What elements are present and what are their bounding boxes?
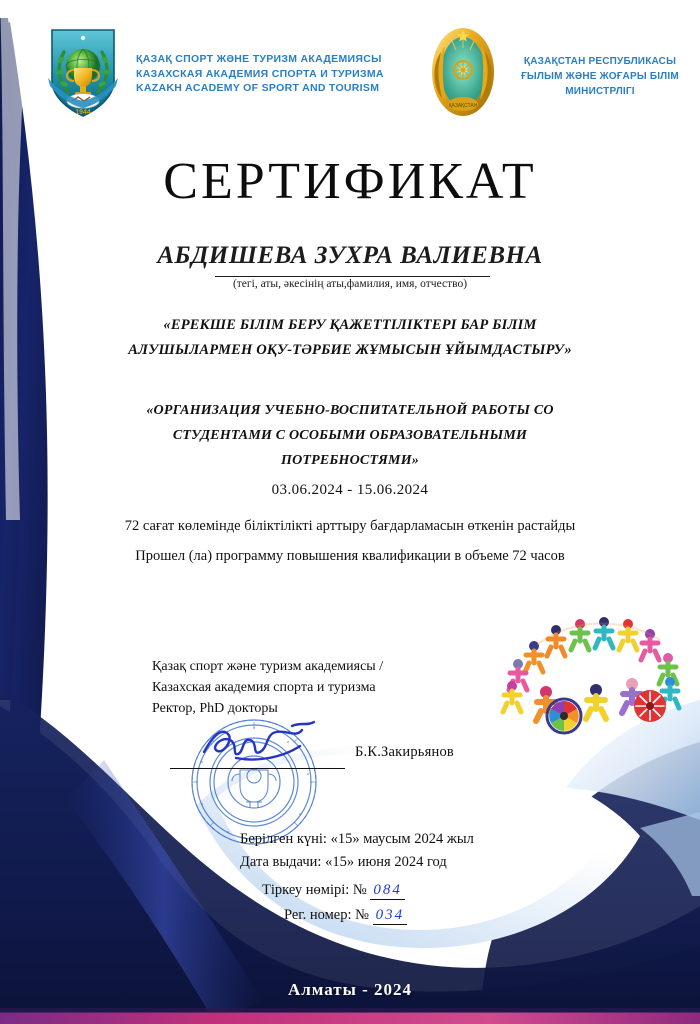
footer-city-year: Алматы - 2024 (287, 980, 413, 999)
program-title-ru (60, 398, 640, 473)
registration-row-kz (240, 878, 620, 903)
recipient-underline (215, 276, 490, 277)
rector-name: Б.К.Закирьянов (355, 744, 454, 760)
academy-name-kz: ҚАЗАҚ СПОРТ ЖӘНЕ ТУРИЗМ АКАДЕМИЯСЫ (136, 53, 382, 65)
registration-row-ru (240, 903, 620, 928)
organization-name-ru: Казахская академия спорта и туризма (152, 680, 376, 695)
registration-value-ru: 034 (373, 907, 408, 925)
ministry-name-line1: ҚАЗАҚСТАН РЕСПУБЛИКАСЫ (523, 56, 677, 67)
registration-number-block (240, 878, 620, 928)
svg-text:1944: 1944 (75, 109, 91, 116)
issue-date-value-kz: «15» маусым 2024 жыл (330, 831, 474, 847)
inclusive-education-illustration (492, 612, 688, 752)
issue-date-row-ru (240, 851, 620, 874)
completion-statement-ru: Прошел (ла) программу повышения квалификации в объеме 72 часов (135, 548, 565, 564)
issue-date-row-kz (240, 828, 620, 851)
program-title-ru-line2: СТУДЕНТАМИ С ОСОБЫМИ ОБРАЗОВАТЕЛЬНЫМИ (172, 428, 528, 443)
organization-name-kz: Қазақ спорт және туризм академиясы / (152, 659, 384, 674)
svg-text:ҚАЗАҚСТАН: ҚАЗАҚСТАН (448, 103, 478, 109)
academy-name-en: KAZAKH ACADEMY OF SPORT AND TOURISM (136, 82, 380, 94)
training-date-range: 03.06.2024 - 15.06.2024 (271, 482, 429, 498)
registration-value-kz: 084 (370, 882, 405, 900)
certificate-title: СЕРТИФИКАТ (163, 153, 537, 210)
program-title-ru-line3: ПОТРЕБНОСТЯМИ» (280, 453, 419, 468)
registration-label-ru: Рег. номер: № (284, 907, 369, 923)
issue-date-block (240, 828, 620, 874)
program-title-kz-line2: АЛУШЫЛАРМЕН ОҚУ-ТӘРБИЕ ЖҰМЫСЫН ҰЙЫМДАСТЫРУ» (128, 342, 572, 358)
program-title-kz (60, 313, 640, 363)
signature-line (170, 768, 345, 769)
issue-date-label-kz: Берілген күні: (240, 831, 327, 847)
recipient-caption: (тегі, аты, әкесінің аты,фамилия, имя, отчество) (232, 278, 468, 290)
recipient-name: АБДИШЕВА ЗУХРА ВАЛИЕВНА (157, 242, 543, 269)
issue-date-label-ru: Дата выдачи: (240, 854, 322, 870)
issue-date-value-ru: «15» июня 2024 год (325, 854, 447, 870)
program-title-kz-line1: «ЕРЕКШЕ БІЛІМ БЕРУ ҚАЖЕТТІЛІКТЕРІ БАР БІЛІМ (163, 317, 537, 333)
academy-name-ru: КАЗАХСКАЯ АКАДЕМИЯ СПОРТА И ТУРИЗМА (136, 67, 384, 80)
completion-statement-kz: 72 сағат көлемінде біліктілікті арттыру бағдарламасын өткенін растайды (124, 518, 576, 534)
signatory-position: Ректор, PhD докторы (152, 701, 278, 716)
registration-label-kz: Тіркеу нөмірі: № (262, 882, 367, 898)
ministry-name-line2: ҒЫЛЫМ ЖӘНЕ ЖОҒАРЫ БІЛІМ (521, 71, 679, 82)
ministry-name-line3: МИНИСТРЛІГІ (565, 86, 635, 97)
program-title-ru-line1: «ОРГАНИЗАЦИЯ УЧЕБНО-ВОСПИТАТЕЛЬНОЙ РАБОТЫ СО (146, 403, 554, 418)
